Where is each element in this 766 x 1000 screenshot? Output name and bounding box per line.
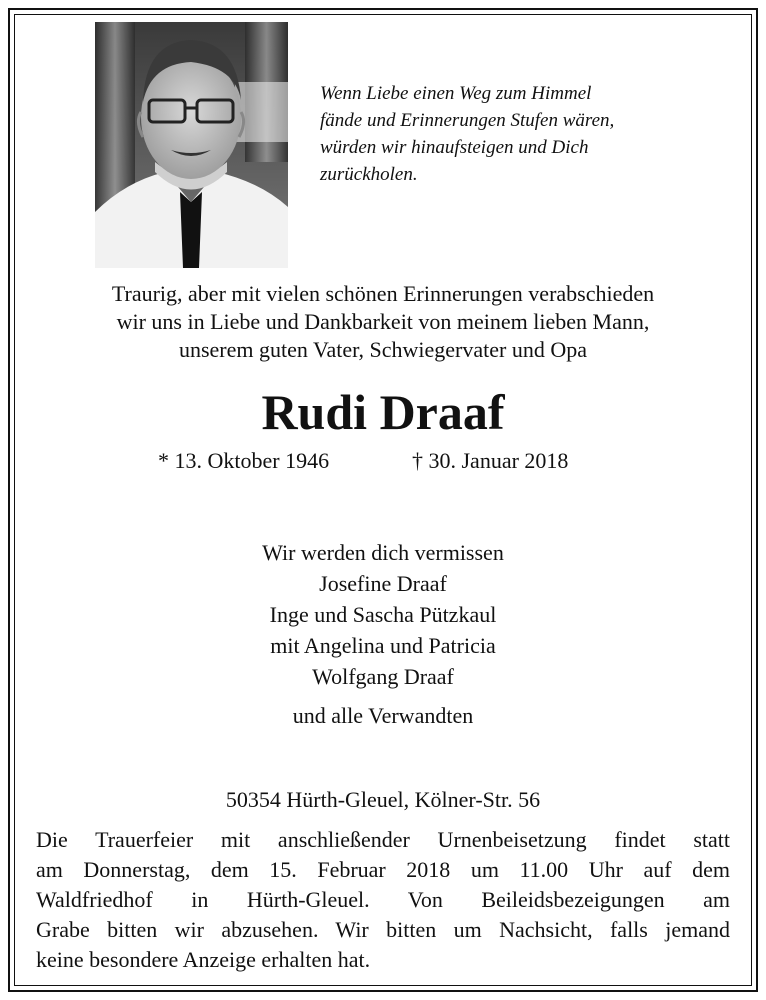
mourners-list <box>20 537 746 692</box>
birth-date: * 13. Oktober 1946 <box>158 448 330 473</box>
notice-line: Grabe bitten wir abzusehen. Wir bitten um Nachsicht, falls jemand <box>36 917 730 942</box>
poem-line: Wenn Liebe einen Weg zum Himmel <box>320 83 592 104</box>
poem-line: würden wir hinaufsteigen und Dich <box>320 137 589 158</box>
intro-line: wir uns in Liebe und Dankbarkeit von meinem lieben Mann, <box>116 309 650 334</box>
intro-line: unserem guten Vater, Schwiegervater und Opa <box>178 337 588 362</box>
poem-line: fände und Erinnerungen Stufen wären, <box>320 110 615 131</box>
poem-line: zurückholen. <box>320 164 418 185</box>
notice-line: Waldfriedhof in Hürth-Gleuel. Von Beileidsbezeigungen am <box>36 887 730 912</box>
mourner-name: Josefine Draaf <box>319 571 447 596</box>
notice-line: Die Trauerfeier mit anschließender Urnenbeisetzung findet statt <box>36 827 730 852</box>
mourner-name: mit Angelina und Patricia <box>270 633 496 658</box>
funeral-notice <box>36 825 730 975</box>
mourner-name: Wolfgang Draaf <box>312 664 454 689</box>
intro-line: Traurig, aber mit vielen schönen Erinnerungen verabschieden <box>111 281 655 306</box>
intro-text <box>20 280 746 364</box>
mourner-name: Inge und Sascha Pützkaul <box>269 602 497 627</box>
notice-line: am Donnerstag, dem 15. Februar 2018 um 11.00 Uhr auf dem <box>36 857 730 882</box>
mourners-closing: und alle Verwandten <box>292 703 474 728</box>
mourners-heading: Wir werden dich vermissen <box>262 540 504 565</box>
address: 50354 Hürth-Gleuel, Kölner-Str. 56 <box>225 787 541 812</box>
portrait-photo <box>95 22 288 268</box>
notice-line: keine besondere Anzeige erhalten hat. <box>36 947 371 972</box>
deceased-name: Rudi Draaf <box>261 384 505 440</box>
death-date: † 30. Januar 2018 <box>412 448 569 473</box>
poem-quote <box>320 80 720 188</box>
